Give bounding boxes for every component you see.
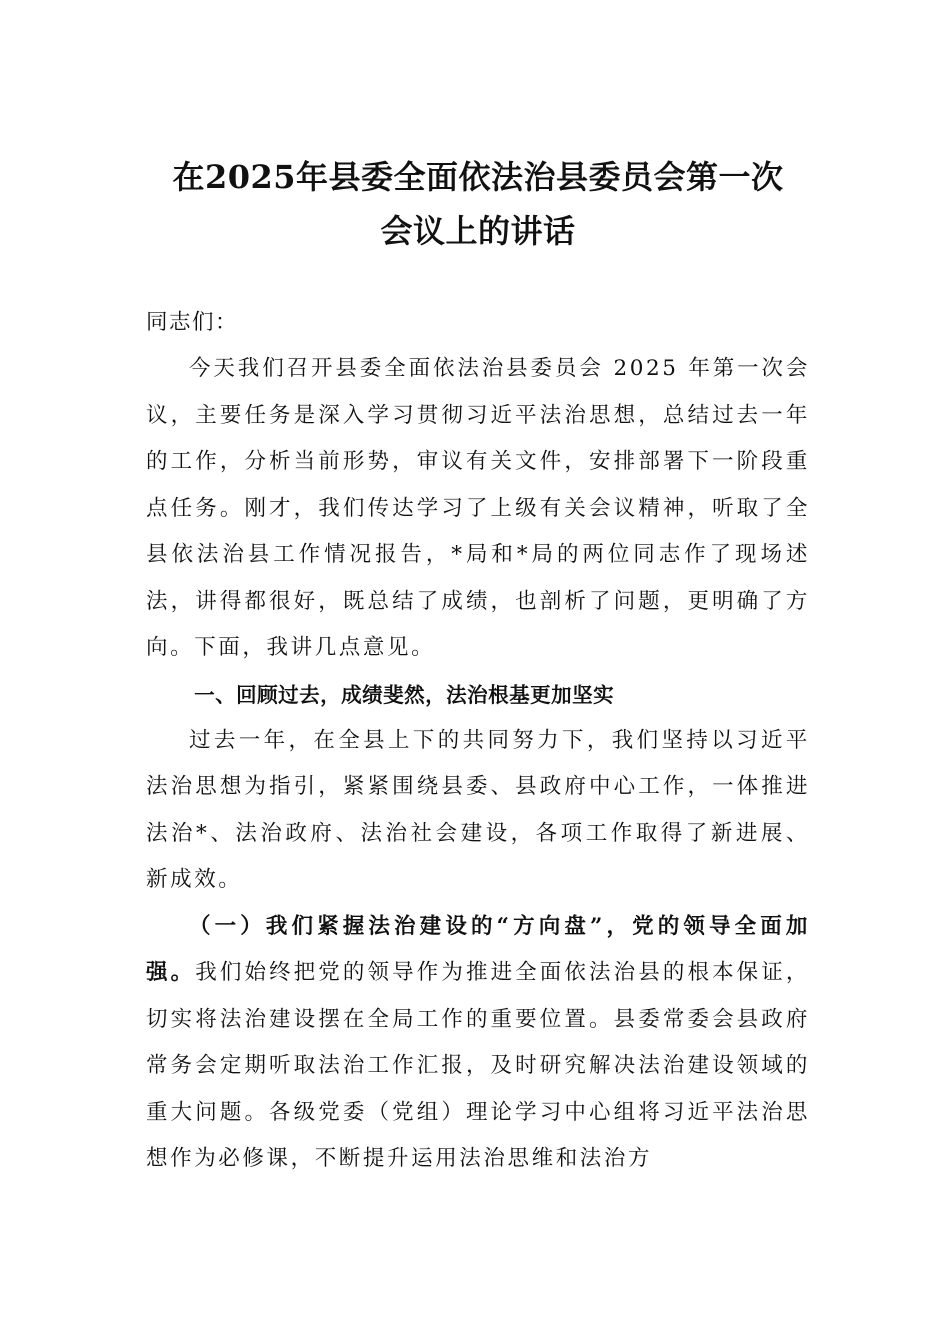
paragraph-party-leadership-text: 我们始终把党的领导作为推进全面依法治县的根本保证，切实将法治建设摆在全局工作的重要位置。县委常委会县政府常务会定期听取法治工作汇报，及时研究解决法治建设领域的重大问题。各级党委（党组）理论学习中心组将习近平法治思想作为必修课，不断提升运用法治思维和法治方 — [146, 960, 810, 1171]
document-page — [146, 150, 810, 1183]
section-heading-1: 一、回顾过去，成绩斐然，法治根基更加坚实 — [194, 682, 615, 707]
subheading-1: （一）我们紧握法治建设的“方向盘”，党的领导全面加强。 — [146, 913, 810, 985]
title-line-2: 会议上的讲话 — [380, 212, 576, 250]
paragraph-party-leadership — [146, 904, 810, 1183]
paragraph-opening: 今天我们召开县委全面依法治县委员会 2025 年第一次会议，主要任务是深入学习贯彻习近平法治思想，总结过去一年的工作，分析当前形势，审议有关文件，安排部署下一阶段重点任务。刚才，我们传达学习了上级有关会议精神，听取了全县依法治县工作情况报告，*局和*局的两位同志作了现场述法，讲得都很好，既总结了成绩，也剖析了问题，更明确了方向。下面，我讲几点意见。 — [146, 356, 810, 660]
document-title — [146, 150, 810, 258]
greeting: 同志们： — [146, 310, 239, 335]
title-line-1: 在2025年县委全面依法治县委员会第一次 — [172, 158, 784, 196]
paragraph-review: 过去一年，在全县上下的共同努力下，我们坚持以习近平法治思想为指引，紧紧围绕县委、县政府中心工作，一体推进法治*、法治政府、法治社会建设，各项工作取得了新进展、新成效。 — [146, 727, 810, 892]
